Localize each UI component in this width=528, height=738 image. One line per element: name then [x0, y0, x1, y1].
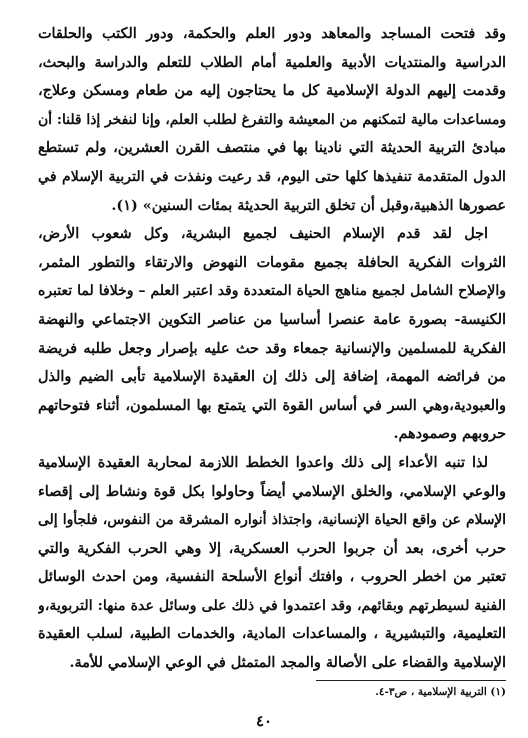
text-line: والإصلاح الشامل لجميع مناهج الحياة المتعددة وقد اعتبر العلم – وخلافا لما تعتبره	[38, 283, 506, 300]
body-text	[38, 20, 506, 678]
text-line: الدراسية والمنتديات الأدبية والعلمية أمام الطلاب للتعلم والدراسة والبحث،	[38, 53, 506, 71]
text-line: الإسلام عن واقع الحياة الإنسانية، واجتذاذ أنواره المشرقة من النفوس، فلجأوا إلى	[38, 512, 506, 529]
text-line: الكنيسة- بصورة عامة عنصرا أساسيا من عناصر التكوين الاجتماعي والنهضة	[38, 310, 506, 328]
text-line: الدول المتقدمة تنفيذها كلها حتى اليوم، قد رعيت ونفذت في التربية الإسلام في	[38, 168, 506, 185]
text-line: الفكرية للمسلمين والإنسانية جمعاء وقد حث عليه بإصرار وجعل طلبه فريضة	[38, 339, 506, 357]
text-line: من فرائضه المهمة، إضافة إلى ذلك إن العقيدة الإسلامية تأبى الضيم والذل	[38, 368, 506, 386]
text-line: التعليمية، والتبشيرية ، والمساعدات المادية، والخدمات الطبية، لسلب العقيدة	[38, 625, 506, 643]
text-line: حروبهم وصمودهم.	[393, 425, 506, 443]
paragraph-1	[38, 20, 506, 220]
text-line: الثروات الفكرية الحافلة بجميع مقومات النهوض والارتقاء والتطور المثمر،	[38, 253, 506, 271]
text-line: عصورها الذهبية،وقبل أن تخلق التربية الحديثة بمئات السنين» (١).	[111, 196, 506, 214]
paragraph-3	[38, 449, 506, 678]
text-line: والوعي الإسلامي، والخلق الإسلامي أيضاً وحاولوا بكل قوة ونشاط إلى إقصاء	[38, 482, 506, 500]
text-line: حرب أخرى، بعد أن جربوا الحرب العسكرية، إلا وهي الحرب الفكرية والتي	[38, 539, 506, 557]
text-line: تعتبر من اخطر الحروب ، وافتك أنواع الأسلحة النفسية، ومن احدث الوسائل	[38, 568, 506, 586]
text-line: اجل لقد قدم الإسلام الحنيف لجميع البشرية، وكل شعوب الأرض،	[38, 225, 488, 243]
page-number: ٤٠	[255, 712, 273, 730]
text-line: ومساعدات مالية لتمكنهم من المعيشة والتفرغ لطلب العلم، وإنا لنفخر إذا قلنا: أن	[38, 111, 506, 128]
footnote-divider	[316, 680, 506, 681]
text-line: وقد فتحت المساجد والمعاهد ودور العلم والحكمة، ودور الكتب والحلقات	[38, 25, 506, 42]
text-line: وقدمت إليهم الدولة الإسلامية كل ما يحتاجون إليه من طعام ومسكن وعلاج،	[38, 82, 506, 100]
text-line: مبادئ التربية الحديثة التي نادينا بها في منتصف القرن العشرين، ولم تستطع	[38, 139, 506, 157]
text-line: والعبودية،وهي السر في أساس القوة التي يتمتع بها المسلمون، أثناء فتوحاتهم	[38, 396, 506, 414]
footnote: (١) التربية الإسلامية ، ص٣-٤.	[375, 686, 506, 698]
text-line: الفنية لسيطرتهم وبقائهم، وقد اعتمدوا في ذلك على وسائل عدة منها: التربوية،و	[38, 597, 506, 614]
text-line: لذا تنبه الأعداء إلى ذلك واعدوا الخطط اللازمة لمحاربة العقيدة الإسلامية	[38, 453, 488, 471]
paragraph-2	[38, 220, 506, 449]
text-line: الإسلامية والقضاء على الأصالة والمجد المتمثل في الوعي الإسلامي للأمة.	[69, 654, 506, 672]
